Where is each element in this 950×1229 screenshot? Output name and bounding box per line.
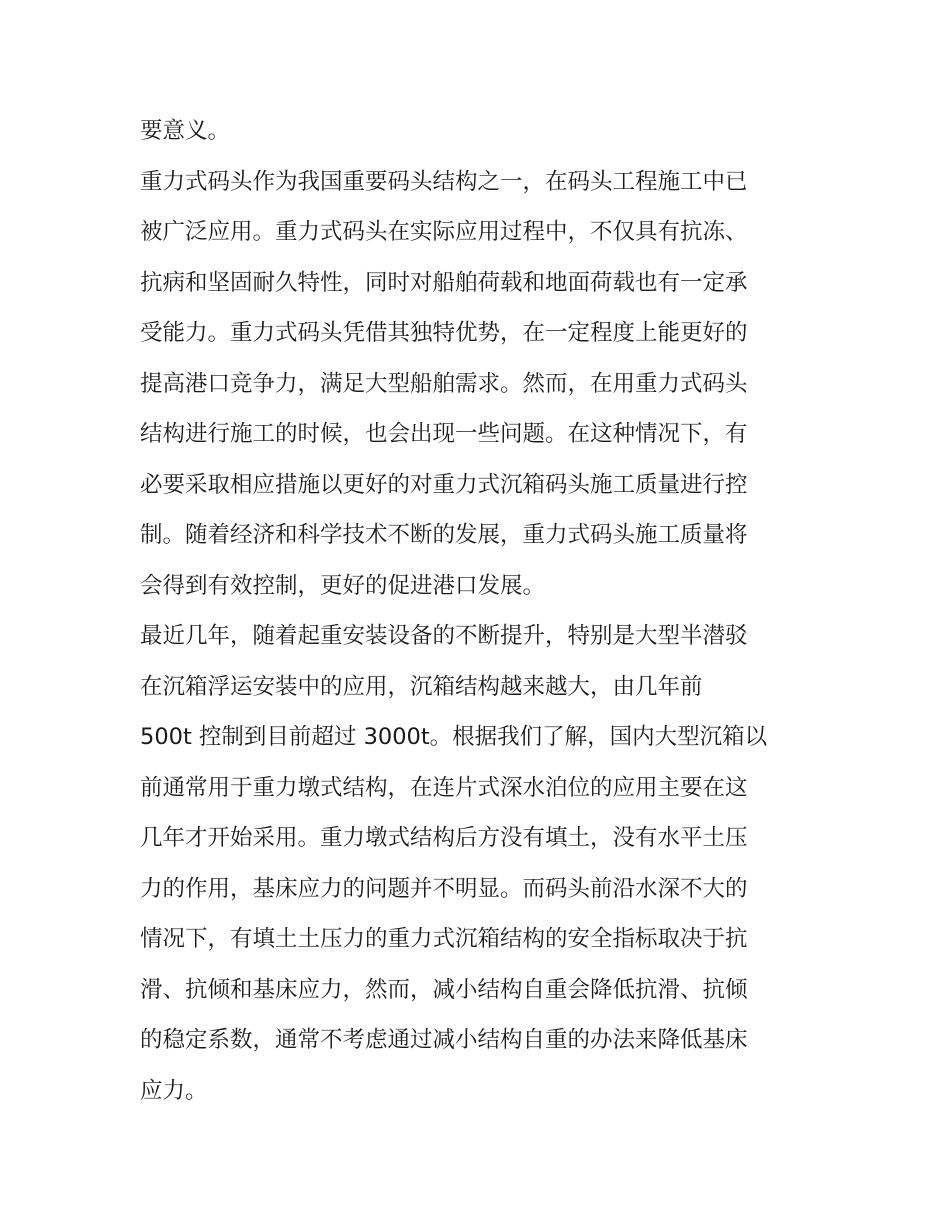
- text-line: 应力。: [140, 1077, 208, 1104]
- text-line: 滑、抗倾和基床应力，然而，减小结构自重会降低抗滑、抗倾: [140, 976, 748, 1003]
- text-line: 制。随着经济和科学技术不断的发展，重力式码头施工质量将: [140, 522, 748, 548]
- text-line: 提高港口竞争力，满足大型船舶需求。然而，在用重力式码头: [140, 370, 748, 397]
- text-line: 必要采取相应措施以更好的对重力式沉箱码头施工质量进行控: [140, 471, 748, 498]
- text-line: 最近几年，随着起重安装设备的不断提升，特别是大型半潜驳: [140, 623, 748, 649]
- text-line: 被广泛应用。重力式码头在实际应用过程中，不仅具有抗冻、: [140, 219, 748, 245]
- text-line: 力的作用，基床应力的问题并不明显。而码头前沿水深不大的: [140, 875, 748, 902]
- text-line: 重力式码头作为我国重要码头结构之一，在码头工程施工中已: [140, 168, 748, 195]
- text-line: 500t 控制到目前超过 3000t。根据我们了解，国内大型沉箱以: [140, 724, 768, 750]
- text-line: 在沉箱浮运安装中的应用，沉箱结构越来越大，由几年前: [140, 673, 703, 700]
- text-line: 受能力。重力式码头凭借其独特优势，在一定程度上能更好的: [140, 320, 748, 346]
- text-line: 结构进行施工的时候，也会出现一些问题。在这种情况下，有: [140, 421, 748, 447]
- body-text: [140, 106, 830, 1116]
- text-line: 的稳定系数，通常不考虑通过减小结构自重的办法来降低基床: [140, 1027, 748, 1053]
- text-line: 抗病和坚固耐久特性，同时对船舶荷载和地面荷载也有一定承: [140, 269, 748, 296]
- text-line: 前通常用于重力墩式结构，在连片式深水泊位的应用主要在这: [140, 774, 748, 801]
- text-line: 会得到有效控制，更好的促进港口发展。: [140, 572, 546, 599]
- text-line: 要意义。: [140, 118, 231, 144]
- text-line: 几年才开始采用。重力墩式结构后方没有填土，没有水平土压: [140, 825, 748, 851]
- text-line: 情况下，有填土土压力的重力式沉箱结构的安全指标取决于抗: [140, 926, 748, 952]
